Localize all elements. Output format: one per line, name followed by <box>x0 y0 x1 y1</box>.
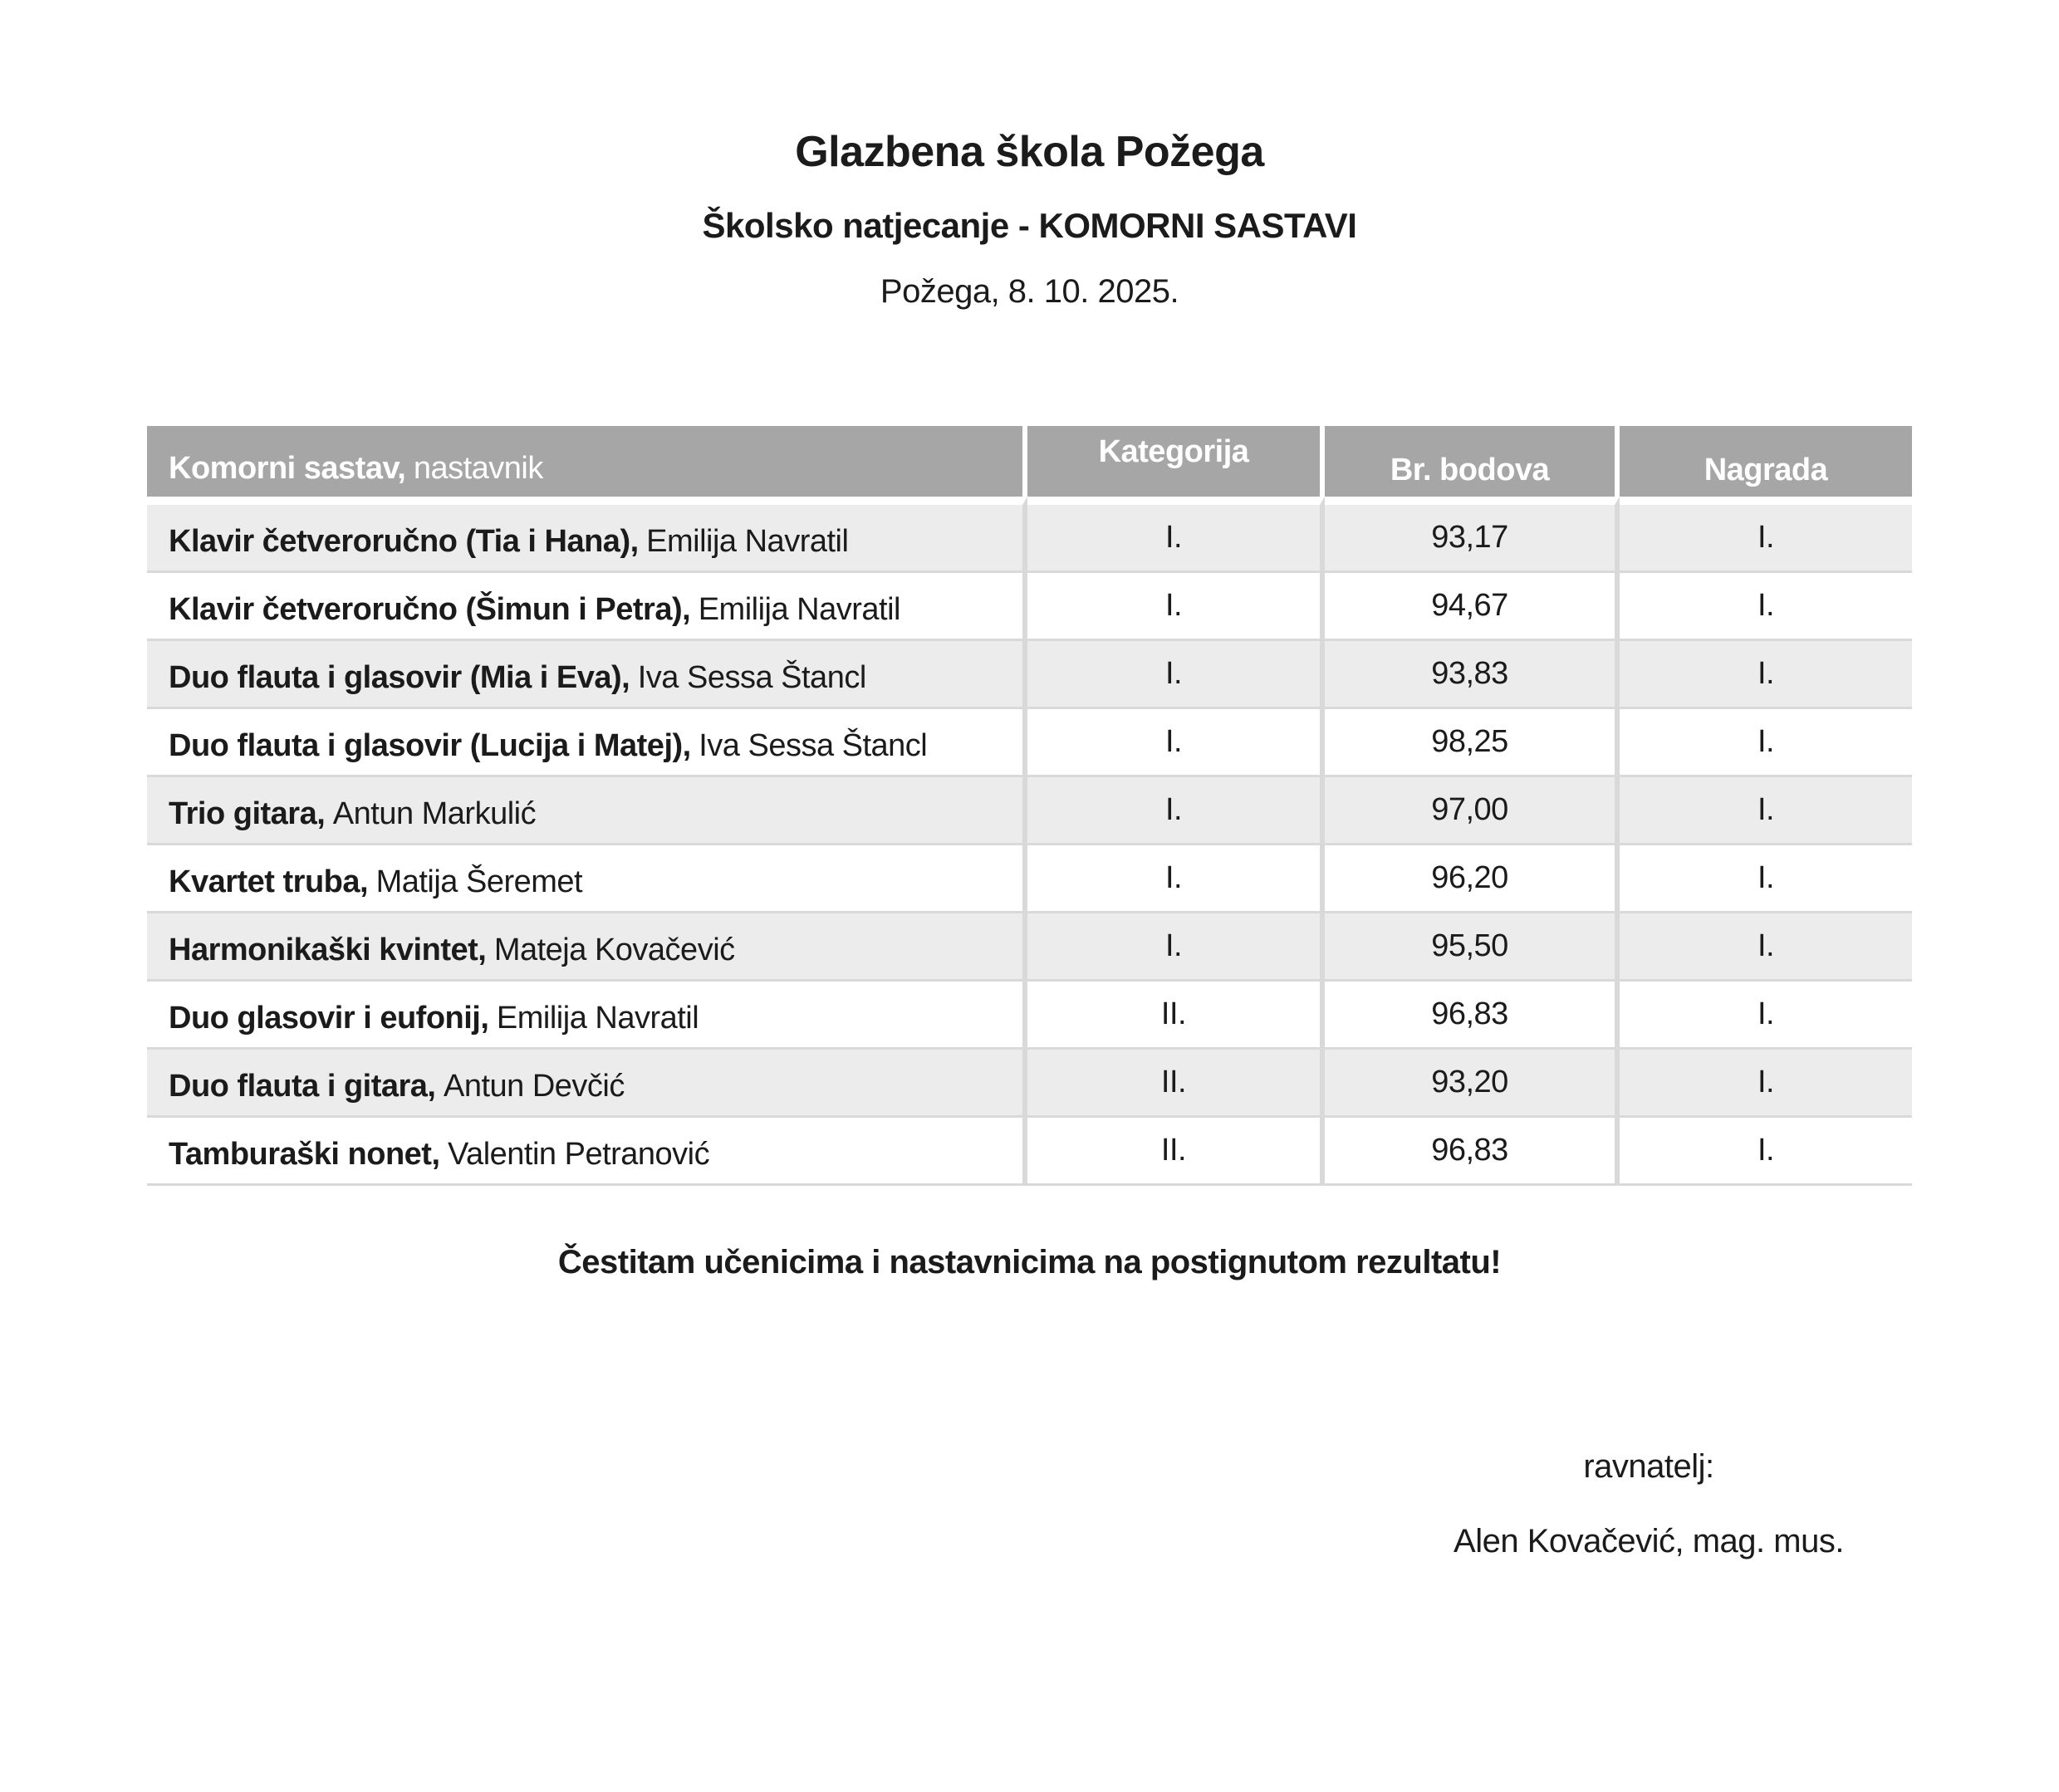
points-cell: 93,17 <box>1325 497 1620 570</box>
teacher-name: Emilija Navratil <box>698 592 900 627</box>
document-date: Požega, 8. 10. 2025. <box>880 273 1179 310</box>
ensemble-cell <box>147 707 1027 775</box>
points-cell: 93,83 <box>1325 639 1620 707</box>
teacher-name: Matija Šeremet <box>375 864 583 899</box>
ensemble-name: Kvartet truba, <box>169 864 369 899</box>
table-row <box>147 843 1912 911</box>
category-cell: II. <box>1027 979 1325 1047</box>
table-row <box>147 1047 1912 1115</box>
ensemble-name: Tamburaški nonet, <box>169 1137 440 1172</box>
ensemble-cell <box>147 843 1027 911</box>
signature-block <box>1362 1447 1935 1561</box>
ensemble-name: Duo flauta i gitara, <box>169 1069 436 1104</box>
table-row <box>147 775 1912 843</box>
teacher-name: Emilija Navratil <box>496 1001 699 1036</box>
ensemble-cell <box>147 639 1027 707</box>
points-cell: 95,50 <box>1325 911 1620 979</box>
ensemble-cell <box>147 911 1027 979</box>
ensemble-name: Trio gitara, <box>169 796 326 831</box>
teacher-name: Iva Sessa Štancl <box>637 660 866 695</box>
points-cell: 96,20 <box>1325 843 1620 911</box>
table-row <box>147 497 1912 570</box>
award-cell: I. <box>1620 979 1912 1047</box>
award-cell: I. <box>1620 1047 1912 1115</box>
award-cell: I. <box>1620 570 1912 639</box>
ensemble-name: Harmonikaški kvintet, <box>169 933 487 967</box>
col-header-ensemble-light: nastavnik <box>413 451 543 486</box>
col-header-ensemble <box>147 426 1027 497</box>
points-cell: 94,67 <box>1325 570 1620 639</box>
ensemble-name: Duo flauta i glasovir (Lucija i Matej), <box>169 728 691 763</box>
category-cell: I. <box>1027 570 1325 639</box>
teacher-name: Valentin Petranović <box>448 1137 710 1172</box>
points-cell: 93,20 <box>1325 1047 1620 1115</box>
award-cell: I. <box>1620 707 1912 775</box>
signature-role: ravnatelj: <box>1583 1448 1714 1485</box>
document-title: Glazbena škola Požega <box>795 128 1264 176</box>
category-cell: I. <box>1027 911 1325 979</box>
ensemble-cell <box>147 1115 1027 1186</box>
congratulations-text: Čestitam učenicima i nastavnicima na postignutom rezultatu! <box>557 1244 1502 1280</box>
results-table <box>147 426 1912 1186</box>
award-cell: I. <box>1620 639 1912 707</box>
ensemble-cell <box>147 570 1027 639</box>
table-row <box>147 639 1912 707</box>
ensemble-cell <box>147 775 1027 843</box>
points-cell: 97,00 <box>1325 775 1620 843</box>
col-header-points: Br. bodova <box>1325 426 1620 497</box>
award-cell: I. <box>1620 843 1912 911</box>
teacher-name: Iva Sessa Štancl <box>699 728 928 763</box>
award-cell: I. <box>1620 497 1912 570</box>
points-cell: 98,25 <box>1325 707 1620 775</box>
table-row <box>147 570 1912 639</box>
category-cell: I. <box>1027 775 1325 843</box>
teacher-name: Antun Devčić <box>443 1069 625 1104</box>
table-row <box>147 707 1912 775</box>
points-cell: 96,83 <box>1325 1115 1620 1186</box>
category-cell: I. <box>1027 843 1325 911</box>
award-cell: I. <box>1620 1115 1912 1186</box>
category-cell: I. <box>1027 497 1325 570</box>
award-cell: I. <box>1620 911 1912 979</box>
col-header-award: Nagrada <box>1620 426 1912 497</box>
table-header-row <box>147 426 1912 497</box>
teacher-name: Emilija Navratil <box>646 524 849 559</box>
ensemble-name: Klavir četveroručno (Šimun i Petra), <box>169 592 691 627</box>
signature-name: Alen Kovačević, mag. mus. <box>1454 1523 1844 1559</box>
ensemble-cell <box>147 497 1027 570</box>
col-header-category: Kategorija <box>1027 426 1325 497</box>
ensemble-name: Duo flauta i glasovir (Mia i Eva), <box>169 660 630 695</box>
teacher-name: Antun Markulić <box>332 796 537 831</box>
ensemble-cell <box>147 979 1027 1047</box>
ensemble-cell <box>147 1047 1027 1115</box>
ensemble-name: Duo glasovir i eufonij, <box>169 1001 489 1036</box>
col-header-ensemble-bold: Komorni sastav, <box>169 451 406 486</box>
table-row <box>147 979 1912 1047</box>
category-cell: I. <box>1027 639 1325 707</box>
category-cell: I. <box>1027 707 1325 775</box>
points-cell: 96,83 <box>1325 979 1620 1047</box>
teacher-name: Mateja Kovačević <box>493 933 735 967</box>
award-cell: I. <box>1620 775 1912 843</box>
category-cell: II. <box>1027 1115 1325 1186</box>
table-row <box>147 911 1912 979</box>
document-subtitle: Školsko natjecanje - KOMORNI SASTAVI <box>702 206 1357 245</box>
category-cell: II. <box>1027 1047 1325 1115</box>
ensemble-name: Klavir četveroručno (Tia i Hana), <box>169 524 639 559</box>
table-row <box>147 1115 1912 1186</box>
